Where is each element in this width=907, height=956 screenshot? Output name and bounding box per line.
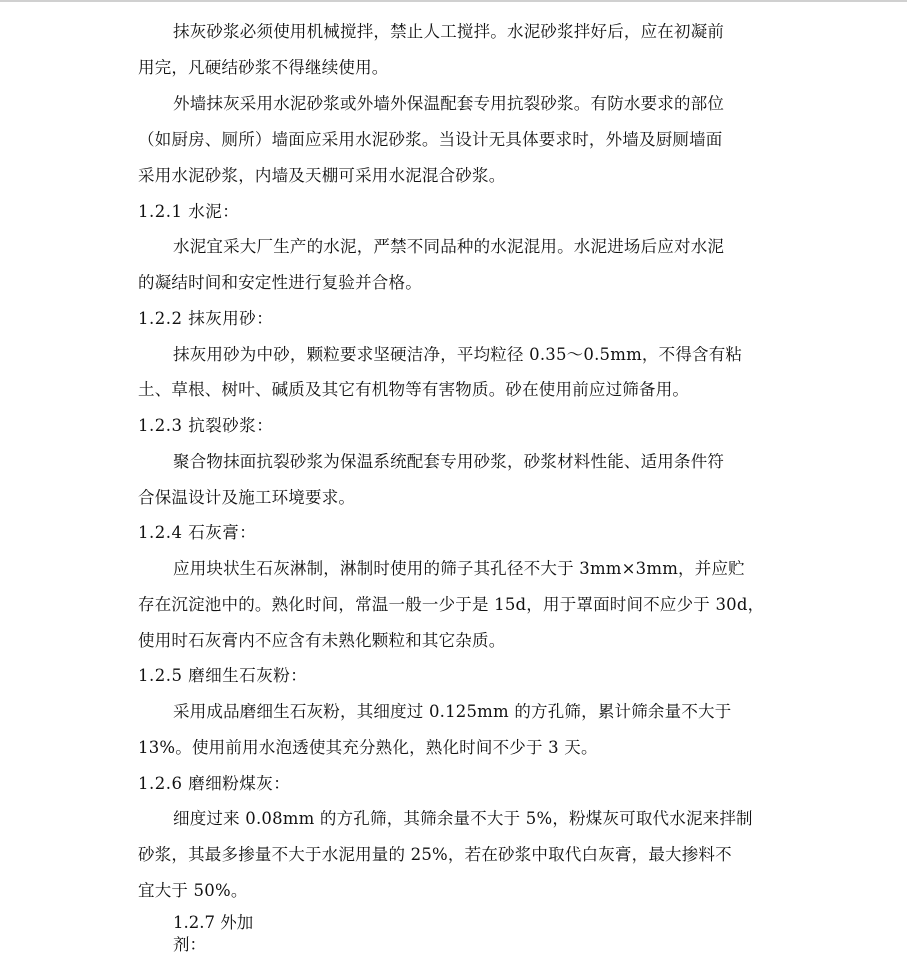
- paragraph-line: （如厨房、厕所）墙面应采用水泥砂浆。当设计无具体要求时，外墙及厨厕墙面: [138, 130, 723, 149]
- paragraph-line: 合保温设计及施工环境要求。: [138, 488, 356, 507]
- cutoff-section-heading: 1.2.7 外加剂：: [173, 913, 254, 954]
- paragraph-line: 土、草根、树叶、碱质及其它有机物等有害物质。砂在使用前应过筛备用。: [138, 380, 690, 399]
- section-heading-cement: 1.2.1 水泥：: [138, 202, 240, 221]
- paragraph-line: 细度过来 0.08mm 的方孔筛，其筛余量不大于 5%，粉煤灰可取代水泥来拌制: [173, 809, 753, 828]
- paragraph-line: 存在沉淀池中的。熟化时间，常温一般一少于是 15d，用于罩面时间不应少于 30d，: [138, 595, 765, 614]
- paragraph-line: 应用块状生石灰淋制，淋制时使用的筛子其孔径不大于 3mm×3mm，并应贮: [173, 559, 745, 578]
- section-heading-fly-ash: 1.2.6 磨细粉煤灰：: [138, 774, 291, 793]
- paragraph-line: 采用成品磨细生石灰粉，其细度过 0.125mm 的方孔筛，累计筛余量不大于: [173, 702, 732, 721]
- paragraph-line: 用完，凡硬结砂浆不得继续使用。: [138, 58, 389, 77]
- paragraph-line: 抹灰用砂为中砂，颗粒要求坚硬洁净，平均粒径 0.35～0.5mm，不得含有粘: [173, 345, 743, 364]
- paragraph-line: 外墙抹灰采用水泥砂浆或外墙外保温配套专用抗裂砂浆。有防水要求的部位: [173, 94, 725, 113]
- paragraph-line: 的凝结时间和安定性进行复验并合格。: [138, 273, 422, 292]
- section-heading-lime-paste: 1.2.4 石灰膏：: [138, 523, 257, 542]
- section-heading-sand: 1.2.2 抹灰用砂：: [138, 309, 274, 328]
- paragraph-line: 抹灰砂浆必须使用机械搅拌，禁止人工搅拌。水泥砂浆拌好后，应在初凝前: [173, 22, 725, 41]
- paragraph-line: 聚合物抹面抗裂砂浆为保温系统配套专用砂浆，砂浆材料性能、适用条件符: [173, 452, 725, 471]
- paragraph-line: 水泥宜采大厂生产的水泥，严禁不同品种的水泥混用。水泥进场后应对水泥: [173, 237, 725, 256]
- paragraph-line: 采用水泥砂浆，内墙及天棚可采用水泥混合砂浆。: [138, 166, 506, 185]
- paragraph-line: 使用时石灰膏内不应含有未熟化颗粒和其它杂质。: [138, 631, 506, 650]
- paragraph-line: 13%。使用前用水泡透使其充分熟化，熟化时间不少于 3 天。: [138, 738, 598, 757]
- paragraph-line: 砂浆，其最多掺量不大于水泥用量的 25%，若在砂浆中取代白灰膏，最大掺料不: [138, 845, 732, 864]
- section-heading-quicklime-powder: 1.2.5 磨细生石灰粉：: [138, 666, 308, 685]
- section-heading-anticrack-mortar: 1.2.3 抗裂砂浆：: [138, 416, 274, 435]
- paragraph-line: 宜大于 50%。: [138, 881, 248, 900]
